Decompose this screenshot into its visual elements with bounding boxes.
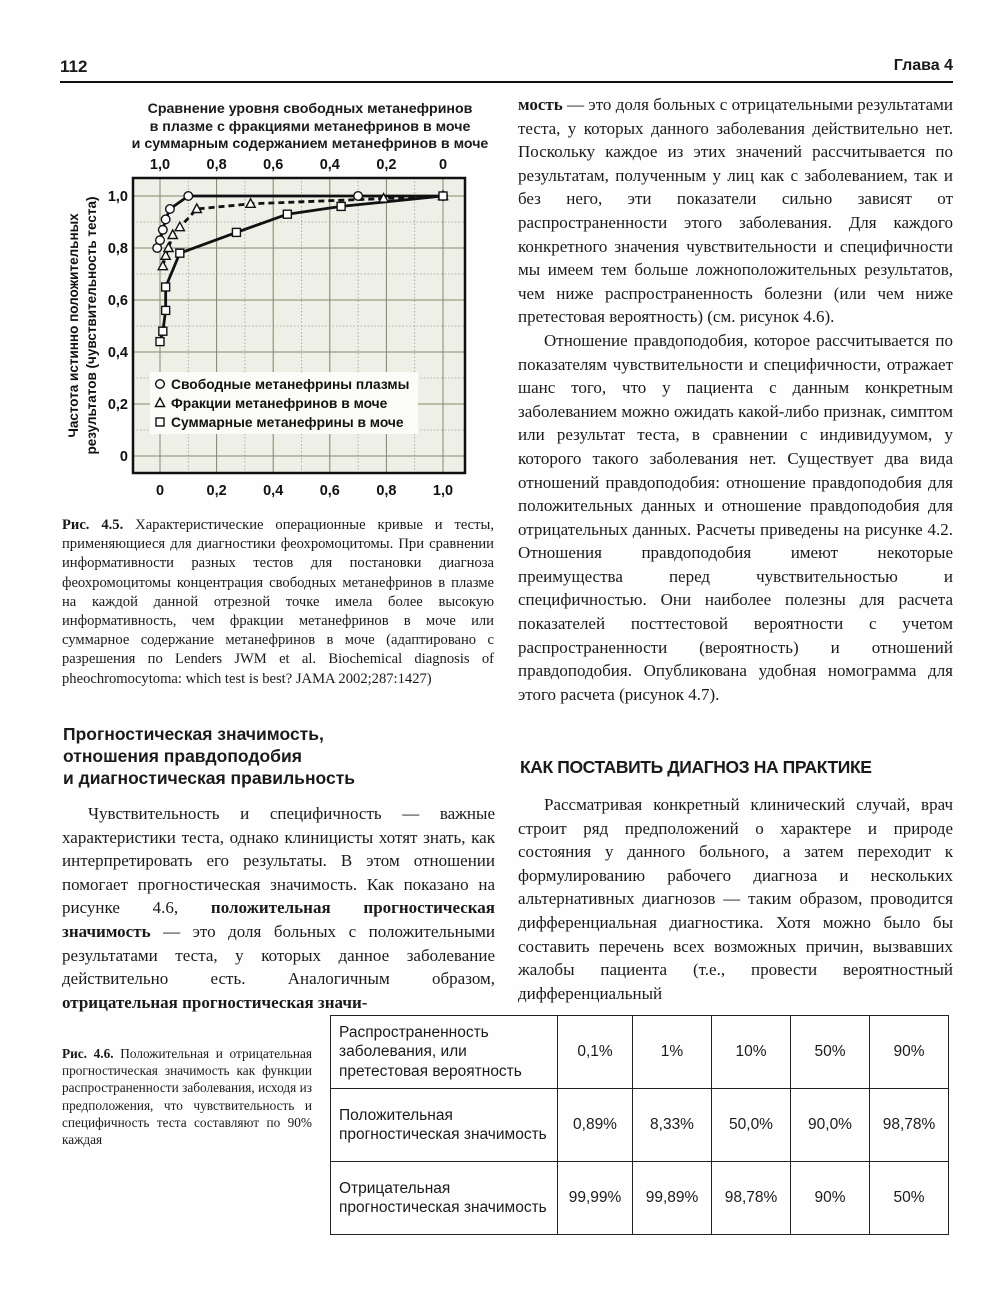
top-x-tick-label: 0,4 — [319, 157, 340, 173]
table-row — [331, 1162, 949, 1235]
heading-line: Прогностическая значимость, — [63, 724, 324, 744]
figure-4-5-caption — [62, 516, 494, 689]
data-point-square — [337, 202, 345, 210]
top-x-tick-label: 0 — [438, 157, 448, 173]
left-body-text — [62, 802, 495, 1014]
chart-title-line: Сравнение уровня свободных метанефринов — [147, 101, 473, 117]
table-cell: 1% — [633, 1016, 712, 1089]
heading-line: отношения правдоподобия — [63, 746, 302, 766]
y-tick-label: 0,6 — [107, 293, 128, 309]
caption-text: Характеристические операционные кривые и тесты, применяющиеся для диагностики феохромоцитомы. При сравнении информативности разных тестов для постановки диагноза феохромоцитомы концентрация свободных метанефринов в плазме на каждой данной отрезной точке имела более высокую информативность, чем фракции метанефринов в моче или суммарное содержание метанефринов в моче (адаптировано с разрешения по Lenders JWM et al. Biochemical diagnosis of pheochromocytoma: which test is best? JAMA 2002;287:1427) — [62, 517, 494, 687]
x-tick-label: 0,2 — [206, 483, 227, 499]
data-point-circle — [161, 215, 170, 224]
right-body-text — [518, 93, 953, 706]
heading-line: и диагностическая правильность — [63, 768, 356, 788]
caption-label: Рис. 4.5. — [62, 517, 124, 533]
chart-title — [100, 101, 520, 154]
table-cell: 98,78% — [870, 1089, 949, 1162]
text-run: — это доля больных с положительными результатами теста, у которых данное заболевание действительно есть. Аналогичным образом, — [62, 921, 495, 989]
table-cell: 99,89% — [633, 1162, 712, 1235]
roc-chart — [60, 150, 480, 500]
chart-title-line: и суммарным содержанием метанефринов в моче — [131, 136, 489, 152]
x-tick-label: 0,6 — [319, 483, 340, 499]
data-point-circle — [156, 236, 165, 245]
caption-label: Рис. 4.6. — [62, 1046, 114, 1061]
table-cell: 99,99% — [558, 1162, 633, 1235]
x-tick-label: 0,4 — [263, 483, 284, 499]
paragraph — [62, 802, 495, 1014]
section-heading-practice: КАК ПОСТАВИТЬ ДИАГНОЗ НА ПРАКТИКЕ — [520, 757, 872, 777]
chapter-label: Глава 4 — [893, 57, 953, 74]
figure-4-6-caption — [62, 1045, 312, 1148]
data-point-square — [162, 306, 170, 314]
y-axis-label: Частота истинно положительных — [66, 213, 81, 438]
text-run: Чувствительность и специфичность — важные характеристики теста, однако клиницисты хотят знать, как интерпретировать его результаты. В этом отношении помогает прогностическая значимость. Как показано на рисунке 4.6, — [62, 804, 495, 918]
table-cell: 90,0% — [791, 1089, 870, 1162]
table-cell: 50% — [791, 1016, 870, 1089]
top-x-tick-label: 1,0 — [149, 157, 171, 173]
top-x-tick-label: 0,6 — [263, 157, 284, 173]
y-tick-label: 0 — [119, 449, 128, 465]
y-tick-label: 0,8 — [107, 241, 128, 257]
chart-title-line: в плазме с фракциями метанефринов в моче — [149, 118, 471, 135]
data-point-square — [159, 327, 167, 335]
y-axis-label: результатов (чувствительность теста) — [84, 196, 99, 455]
table-cell: 8,33% — [633, 1089, 712, 1162]
right-body-text-2 — [518, 793, 953, 1005]
section-heading-predictive-value — [63, 723, 493, 789]
top-x-tick-label: 0,8 — [206, 157, 227, 173]
table-cell: 90% — [870, 1016, 949, 1089]
data-point-square — [162, 283, 170, 291]
term-ppv: положительная прогностическая значимость — [62, 898, 495, 941]
data-point-square — [176, 249, 184, 257]
data-point-circle — [184, 192, 193, 201]
table-cell: 0,89% — [558, 1089, 633, 1162]
table-row — [331, 1016, 949, 1089]
table-cell: 98,78% — [712, 1162, 791, 1235]
text-run: — это доля больных с отрицательными результатами теста, у которых данного заболевания действительно нет. Поскольку каждое из этих значений рассчитывается по результатам, полученным у лиц как с заболеванием, так и без него, эти показатели сильно зависят от распространенности этого заболевания. Для каждого конкретного значения чувствительности и специфичности мы имеем тем больше ложноположительных результатов, чем ниже распространенность болезни (или чем ниже претестовая вероятность) (см. рисунок 4.6). — [518, 95, 953, 327]
legend-label: Суммарные метанефрины в моче — [171, 415, 404, 430]
legend-marker-circle-icon — [156, 380, 165, 389]
data-point-square — [283, 210, 291, 218]
table-cell: 50% — [870, 1162, 949, 1235]
table-cell: 0,1% — [558, 1016, 633, 1089]
paragraph: Рассматривая конкретный клинический случай, врач строит ряд предположений о характере и природе состояния у данного больного, а затем переходит к формулированию рабочего диагноза и нескольких альтернативных диагнозов — таким образом, проводится дифференциальная диагностика. Хотя можно было бы составить перечень всех возможных причин, вызвавших жалобы пациента (т.е., провести вероятностный дифференциальный — [518, 795, 953, 1003]
y-tick-label: 1,0 — [107, 189, 128, 205]
x-tick-label: 0 — [155, 483, 165, 499]
table-cell: 10% — [712, 1016, 791, 1089]
legend-label: Свободные метанефрины плазмы — [171, 377, 410, 392]
row-label: Положительная прогностическая значимость — [331, 1089, 558, 1162]
table-cell: 50,0% — [712, 1089, 791, 1162]
caption-text: Положительная и отрицательная прогностическая значимость как функции распространенности заболевания, исходя из предположения, что чувствительность и специфичность теста составляют по 90% каждая — [62, 1046, 312, 1148]
y-tick-label: 0,4 — [107, 345, 128, 361]
paragraph — [518, 93, 953, 329]
row-label: Распространенность заболевания, или претестовая вероятность — [331, 1016, 558, 1089]
data-point-square — [156, 338, 164, 346]
paragraph: Отношение правдоподобия, которое рассчитывается по показателям чувствительности и специфичности, отражает шанс того, что у пациента с данным конкретным заболеванием можно ожидать какой-либо признак, симптом или результат теста, в сравнении с индивидуумом, у которого такого заболевания нет. Существует два вида отношений правдоподобия: отношение правдоподобия для положительных данных и отношение правдоподобия для отрицательных данных. Расчеты приведены на рисунке 4.2. Отношения правдоподобия имеют некоторые преимущества перед чувствительностью и специфичностью. Они наиболее полезны для расчета показателей посттестовой вероятности с учетом распространенности (вероятность) и отношений правдоподобия. Опубликована удобная номограмма для этого расчета (рисунок 4.7). — [518, 330, 953, 704]
table-cell: 90% — [791, 1162, 870, 1235]
predictive-value-table — [330, 1015, 949, 1235]
data-point-circle — [354, 192, 363, 201]
x-tick-label: 0,8 — [376, 483, 397, 499]
legend-label: Фракции метанефринов в моче — [171, 396, 388, 411]
data-point-square — [232, 228, 240, 236]
page-header — [60, 55, 953, 83]
row-label: Отрицательная прогностическая значимость — [331, 1162, 558, 1235]
y-tick-label: 0,2 — [107, 397, 128, 413]
term-npv: отрицательная прогностическая значи- — [62, 992, 368, 1012]
data-point-square — [439, 192, 447, 200]
legend-marker-square-icon — [156, 418, 164, 426]
page-number: 112 — [60, 57, 88, 76]
table-row — [331, 1089, 949, 1162]
top-x-tick-label: 0,2 — [376, 157, 397, 173]
term-npv-cont: мость — [518, 95, 563, 114]
x-tick-label: 1,0 — [432, 483, 454, 499]
data-point-circle — [159, 226, 168, 235]
data-point-circle — [166, 205, 175, 214]
